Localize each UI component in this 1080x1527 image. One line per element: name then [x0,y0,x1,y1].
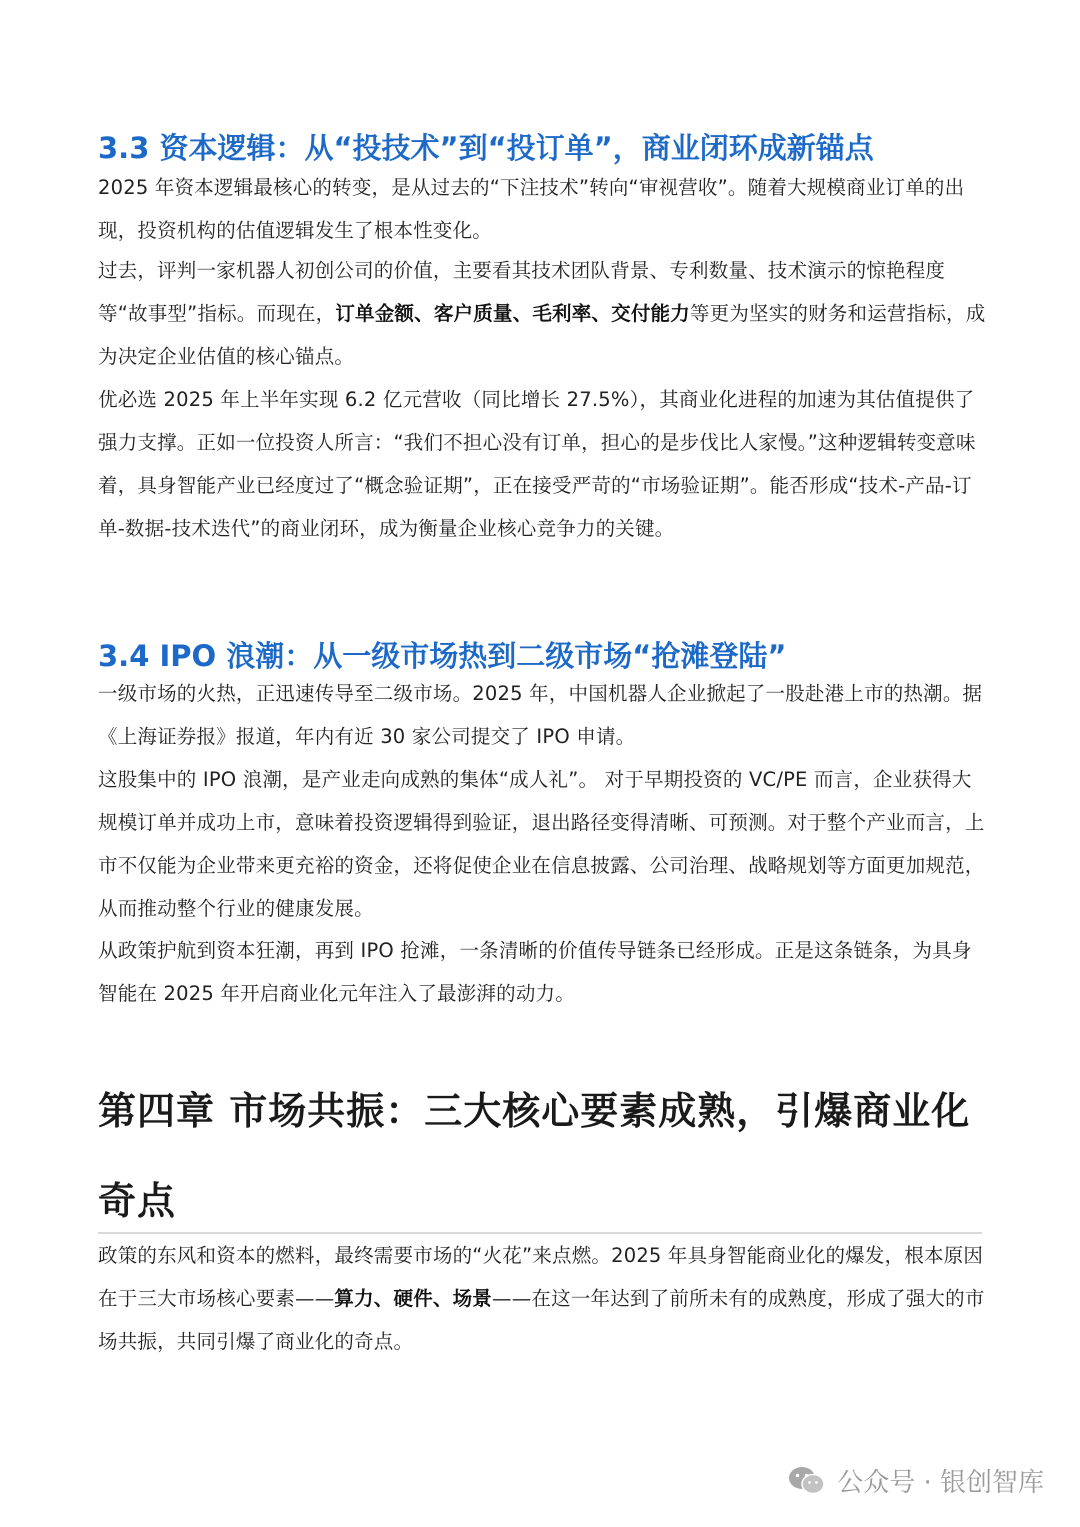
paragraph: 2025 年资本逻辑最核心的转变，是从过去的“下注技术”转向“审视营收”。随着大规模商业订单的出现，投资机构的估值逻辑发生了根本性变化。 [98,176,965,242]
bold-emphasis: 订单金额、客户质量、毛利率、交付能力 [335,302,690,325]
paragraph: 一级市场的火热，正迅速传导至二级市场。2025 年，中国机器人企业掀起了一股赴港上市的热潮。据《上海证券报》报道，年内有近 30 家公司提交了 IPO 申请。 [98,682,983,748]
watermark [787,1462,1044,1499]
chapter-title: 第四章 市场共振：三大核心要素成熟，引爆商业化奇点 [98,1089,971,1223]
paragraph: 政策的东风和资本的燃料，最终需要市场的“火花”来点燃。2025 年具身智能商业化的爆发，根本原因在于三大市场核心要素——算力、硬件、场景——在这一年达到了前所未有的成熟度，形成了强大的市场共振，共同引爆了商业化的奇点。 [98,1244,985,1353]
watermark-text: 公众号 · 银创智库 [837,1468,1044,1498]
wechat-icon [787,1464,827,1498]
paragraph: 从政策护航到资本狂潮，再到 IPO 抢滩，一条清晰的价值传导链条已经形成。正是这条链条，为具身智能在 2025 年开启商业化元年注入了最澎湃的动力。 [98,939,972,1005]
paragraph: 这股集中的 IPO 浪潮，是产业走向成熟的集体“成人礼”。 对于早期投资的 VC/PE 而言，企业获得大规模订单并成功上市，意味着投资逻辑得到验证，退出路径变得清晰、可预测。对于整个产业而言，上市不仅能为企业带来更充裕的资金，还将促使企业在信息披露、公司治理、战略规划等方面更加规范，从而推动整个行业的健康发展。 [98,768,985,920]
bold-emphasis: 算力、硬件、场景 [334,1287,493,1310]
section-heading-3-4: 3.4 IPO 浪潮：从一级市场热到二级市场“抢滩登陆” [98,639,787,673]
paragraph: 过去，评判一家机器人初创公司的价值，主要看其技术团队背景、专利数量、技术演示的惊艳程度等“故事型”指标。而现在，订单金额、客户质量、毛利率、交付能力等更为坚实的财务和运营指标，成为决定企业估值的核心锚点。 [98,259,986,368]
paragraph: 优必选 2025 年上半年实现 6.2 亿元营收（同比增长 27.5%），其商业化进程的加速为其估值提供了强力支撑。正如一位投资人所言：“我们不担心没有订单，担心的是步伐比人家慢。”这种逻辑转变意味着，具身智能产业已经度过了“概念验证期”，正在接受严苛的“市场验证期”。能否形成“技术-产品-订单-数据-技术迭代”的商业闭环，成为衡量企业核心竞争力的关键。 [98,388,976,540]
section-heading-3-3: 3.3 资本逻辑：从“投技术”到“投订单”，商业闭环成新锚点 [98,131,874,165]
